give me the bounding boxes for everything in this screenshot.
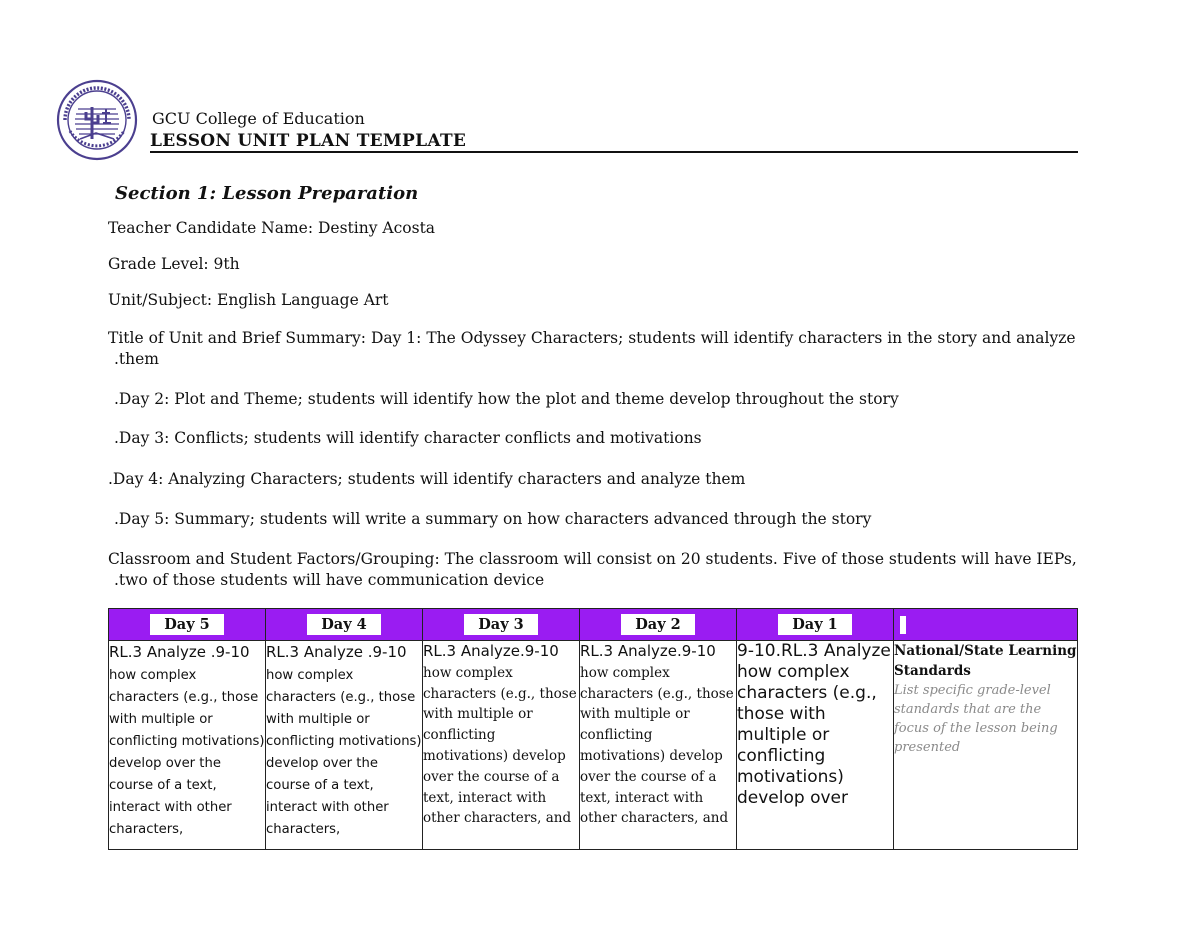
- day-1-standard-text: 9-10.RL.3 Analyze how complex characters (e.g., those with multiple or conflicting motivations) develop over: [737, 641, 891, 808]
- lesson-standards-table: [108, 608, 1078, 850]
- grade-level: Grade Level: 9th: [108, 255, 240, 273]
- organization-name: GCU College of Education: [152, 109, 365, 128]
- day-5-standard-text: how complex characters (e.g., those with multiple or conflicting motivations) develop over the course of a text, interact with other characters,: [109, 668, 265, 837]
- section-heading: Section 1: Lesson Preparation: [115, 183, 419, 204]
- day-3-standard-text: how complex characters (e.g., those with multiple or conflicting motivations) develop over the course of a text, interact with other characters, and: [423, 664, 577, 827]
- day-4-standard-cell: [266, 641, 423, 850]
- day-4-standard-code: RL.3 Analyze .9-10: [266, 643, 407, 661]
- title-underline: [150, 151, 1078, 153]
- summary-day-3: .Day 3: Conflicts; students will identify character conflicts and motivations: [114, 429, 702, 447]
- standards-label-cell: [894, 641, 1078, 850]
- summary-day-2: .Day 2: Plot and Theme; students will identify how the plot and theme develop throughout the story: [114, 390, 899, 408]
- table-header-row: [109, 609, 1078, 641]
- day-3-standard-code: RL.3 Analyze.9-10: [423, 642, 559, 660]
- unit-summary-line-1: Title of Unit and Brief Summary: Day 1: The Odyssey Characters; students will identify characters in the story and analyze: [108, 329, 1076, 347]
- header-day-1: Day 1: [737, 609, 894, 641]
- header-day-5: Day 5: [109, 609, 266, 641]
- unit-subject: Unit/Subject: English Language Art: [108, 291, 389, 309]
- day-3-standard-cell: [423, 641, 580, 850]
- university-seal-logo: [56, 79, 138, 161]
- header-standards: [894, 609, 1078, 641]
- header-day-4: Day 4: [266, 609, 423, 641]
- header-day-3: Day 3: [423, 609, 580, 641]
- teacher-candidate-name: Teacher Candidate Name: Destiny Acosta: [108, 219, 436, 237]
- standards-hint: List specific grade-level standards that are the focus of the lesson being presented: [894, 683, 1058, 755]
- classroom-factors-line-2: .two of those students will have communication device: [114, 571, 545, 589]
- day-2-standard-cell: [580, 641, 737, 850]
- unit-summary-line-2: .them: [114, 350, 160, 368]
- standards-title: National/State Learning Standards: [894, 643, 1077, 679]
- day-4-standard-text: how complex characters (e.g., those with multiple or conflicting motivations) develop over the course of a text, interact with other characters,: [266, 668, 422, 837]
- table-row: [109, 641, 1078, 850]
- day-2-standard-text: how complex characters (e.g., those with multiple or conflicting motivations) develop over the course of a text, interact with other characters, and: [580, 664, 734, 827]
- header-blank-chip: [900, 616, 906, 634]
- day-2-standard-code: RL.3 Analyze.9-10: [580, 642, 716, 660]
- day-1-standard-cell: [737, 641, 894, 850]
- day-5-standard-cell: [109, 641, 266, 850]
- classroom-factors-line-1: Classroom and Student Factors/Grouping: The classroom will consist on 20 students. Five of those students will have IEPs,: [108, 550, 1077, 568]
- document-title: LESSON UNIT PLAN TEMPLATE: [150, 131, 467, 151]
- summary-day-4: .Day 4: Analyzing Characters; students will identify characters and analyze them: [108, 470, 746, 488]
- day-5-standard-code: RL.3 Analyze .9-10: [109, 643, 250, 661]
- summary-day-5: .Day 5: Summary; students will write a summary on how characters advanced through the story: [114, 510, 872, 528]
- header-day-2: Day 2: [580, 609, 737, 641]
